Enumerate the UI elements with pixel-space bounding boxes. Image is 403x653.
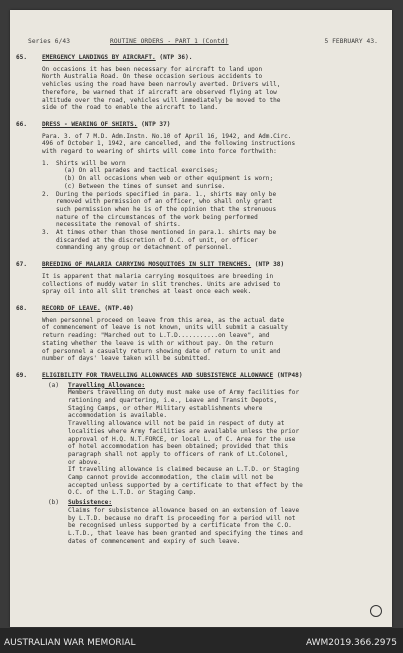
archive-name: AUSTRALIAN WAR MEMORIAL bbox=[4, 638, 136, 648]
document-page bbox=[10, 10, 392, 627]
text-line: be recognised unless supported by a certificate from the C.O. bbox=[68, 522, 292, 530]
section-title: RECORD OF LEAVE. bbox=[42, 304, 101, 312]
text-line: approval of H.Q. N.T.FORCE, or local L. of C. Area for the use bbox=[68, 435, 296, 443]
text-line: Travelling allowance will not be paid in respect of duty at bbox=[68, 420, 285, 428]
text-line: Members travelling on duty must make use of Army facilities for bbox=[68, 389, 300, 397]
section-ref: (NTP48) bbox=[276, 371, 303, 379]
order-section bbox=[16, 121, 382, 252]
text-line: It is apparent that malaria carrying mosquitoes are breeding in bbox=[42, 272, 274, 280]
section-heading bbox=[42, 261, 382, 269]
text-line: stating whether the leave is with or without pay. On the return bbox=[42, 339, 274, 347]
orders-date: 5 FEBRUARY 43. bbox=[324, 38, 378, 45]
text-line: of personnel a casualty return showing date of return to unit and bbox=[42, 347, 281, 355]
text-line: accepted unless supported by a certificate to that effect by the bbox=[68, 481, 303, 489]
text-line: 496 of October 1, 1942, are cancelled, and the following instructions bbox=[42, 140, 296, 148]
text-line: dates of commencement and expiry of such leave. bbox=[68, 537, 241, 545]
text-line: Claims for subsistence allowance based on an extension of leave bbox=[68, 506, 300, 514]
paragraph bbox=[42, 317, 382, 363]
paragraph bbox=[42, 133, 382, 156]
paragraph bbox=[42, 66, 382, 112]
text-line: When personnel proceed on leave from this area, as the actual date bbox=[42, 316, 285, 324]
orders-title: ROUTINE ORDERS - PART 1 (Contd) bbox=[110, 38, 229, 45]
section-body bbox=[42, 261, 382, 296]
section-body bbox=[42, 305, 382, 363]
text-line: Camp cannot provide accommodation, the claim will not be bbox=[68, 474, 274, 482]
text-line: localities where Army facilities are available unless the prior bbox=[68, 427, 300, 435]
section-title: BREEDING OF MALARIA CARRYING MOSQUITOES IN SLIT TRENCHES. bbox=[42, 261, 252, 269]
list-text bbox=[56, 229, 382, 252]
text-line: or above. bbox=[68, 458, 102, 466]
subsection-title: Subsistence: bbox=[68, 499, 113, 507]
text-line: collections of muddy water in slit trenches. Units are advised to bbox=[42, 280, 281, 288]
text-line: of hotel accommodation has been obtained; provided that this bbox=[68, 443, 289, 451]
sub-list-item: (c) Between the times of sunset and sunrise. bbox=[64, 182, 226, 190]
text-line: with regard to wearing of shirts will come into force forthwith: bbox=[42, 148, 277, 156]
text-line: nature of the circumstances of the work being performed bbox=[56, 213, 258, 221]
subsection-heading bbox=[48, 382, 382, 390]
order-section bbox=[16, 305, 382, 363]
text-line: At times other than those mentioned in para.1. shirts may be bbox=[56, 229, 277, 237]
order-section bbox=[16, 372, 382, 545]
list-number: 3. bbox=[42, 229, 50, 237]
sub-list-item: (a) On all parades and tactical exercises; bbox=[64, 167, 219, 175]
text-line: Staging Camps, or other Military establishments where bbox=[68, 404, 263, 412]
subsection-heading bbox=[48, 499, 382, 507]
sub-list-item: (b) On all occasions when web or other equipment is worn; bbox=[64, 175, 274, 183]
text-line: number of days' leave taken will be submitted. bbox=[42, 355, 211, 363]
text-line: accommodation is available. bbox=[68, 412, 168, 420]
text-line: such permission when he is of the opinion that the strenuous bbox=[56, 205, 277, 213]
section-heading bbox=[42, 121, 382, 129]
text-line: altitude over the road, vehicles will immediately be moved to the bbox=[42, 96, 281, 104]
document-body bbox=[16, 54, 382, 554]
section-body bbox=[42, 372, 382, 545]
text-line: Para. 3. of 7 M.D. Adm.Instn. No.10 of April 16, 1942, and Adm.Circ. bbox=[42, 132, 292, 140]
section-body bbox=[42, 54, 382, 112]
order-section bbox=[16, 54, 382, 112]
text-line: necessitate the removal of shirts. bbox=[56, 221, 181, 229]
subsection-body bbox=[68, 507, 382, 546]
archive-reference: AWM2019.366.2975 bbox=[305, 638, 397, 648]
order-section bbox=[16, 261, 382, 296]
section-ref: (NTP 37) bbox=[141, 120, 171, 128]
text-line: side of the road to enable the aircraft to land. bbox=[42, 104, 219, 112]
paragraph bbox=[42, 273, 382, 296]
archive-footer bbox=[0, 628, 403, 653]
section-number: 65. bbox=[16, 54, 28, 61]
section-ref: (NTP.40) bbox=[104, 304, 134, 312]
handwritten-mark bbox=[370, 605, 382, 617]
section-heading bbox=[42, 372, 382, 380]
text-line: therefore, be warned that if aircraft are observed flying at low bbox=[42, 88, 277, 96]
list-text bbox=[56, 160, 382, 168]
text-line: rationing and quartering, i.e., Leave and Transit Depots, bbox=[68, 397, 278, 405]
section-number: 66. bbox=[16, 120, 28, 128]
numbered-list bbox=[42, 160, 382, 252]
text-line: North Australia Road. On these occasion serious accidents to bbox=[42, 73, 263, 81]
section-ref: (NTP 36). bbox=[159, 54, 193, 61]
text-line: During the periods specified in para. 1., shirts may only be bbox=[56, 190, 277, 198]
series-label: Series 6/43 bbox=[28, 38, 71, 45]
section-heading bbox=[42, 305, 382, 313]
list-item bbox=[42, 229, 382, 252]
section-title: DRESS - WEARING OF SHIRTS. bbox=[42, 120, 138, 128]
section-body bbox=[42, 121, 382, 252]
section-number: 69. bbox=[16, 371, 28, 379]
section-ref: (NTP 38) bbox=[254, 261, 285, 269]
text-line: by L.T.D. because no draft is proceeding for a period will not bbox=[68, 514, 296, 522]
text-line: L.T.D., that leave has been granted and specifying the times and bbox=[68, 529, 303, 537]
text-line: discarded at the discretion of O.C. of unit, or officer bbox=[56, 236, 258, 244]
list-item bbox=[42, 190, 382, 230]
text-line: of commencement of leave is not known, units will submit a casualty bbox=[42, 324, 288, 332]
section-title: EMERGENCY LANDINGS BY AIRCRAFT. bbox=[42, 54, 156, 61]
text-line: If travelling allowance is claimed because an L.T.D. or Staging bbox=[68, 466, 300, 474]
section-heading bbox=[42, 54, 382, 62]
text-line: removed with permission of an officer, who shall only grant bbox=[56, 198, 273, 206]
list-number: 1. bbox=[42, 159, 50, 167]
text-line: vehicles using the road have been narrowly averted. Drivers will, bbox=[42, 81, 281, 89]
text-line: Shirts will be worn bbox=[56, 159, 126, 167]
section-number: 67. bbox=[16, 261, 28, 269]
list-item bbox=[42, 159, 382, 168]
subsection-number: (b) bbox=[48, 499, 60, 507]
text-line: On occasions it has been necessary for aircraft to land upon bbox=[42, 65, 263, 73]
text-line: spray oil into all slit trenches at least once each week. bbox=[42, 288, 252, 296]
text-line: paragraph shall not apply to officers of rank of Lt.Colonel, bbox=[68, 450, 289, 458]
section-title: ELIGIBILITY FOR TRAVELLING ALLOWANCES AND SUBSISTENCE ALLOWANCE bbox=[42, 371, 274, 379]
list-number: 2. bbox=[42, 190, 50, 198]
subsection-title: Travelling Allowance: bbox=[68, 381, 146, 389]
section-number: 68. bbox=[16, 304, 28, 312]
list-text bbox=[56, 191, 382, 230]
subsection-number: (a) bbox=[48, 381, 60, 389]
text-line: commanding any group or detachment of personnel. bbox=[56, 244, 233, 252]
text-line: return reading: "Marched out to L.T.D...........on leave", and bbox=[42, 332, 270, 340]
text-line: O.C. of the L.T.D. or Staging Camp. bbox=[68, 489, 197, 497]
subsection-body bbox=[68, 389, 382, 497]
sub-list bbox=[64, 167, 382, 190]
